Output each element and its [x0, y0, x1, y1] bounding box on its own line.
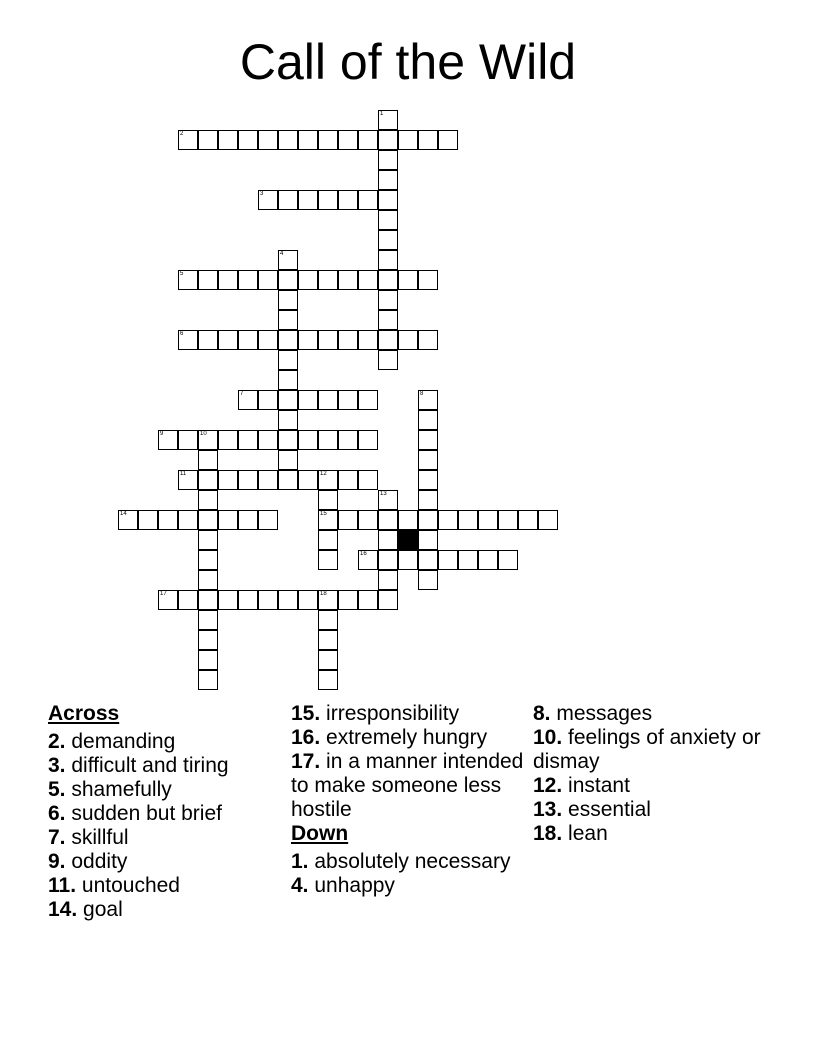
grid-cell[interactable]	[258, 190, 278, 210]
grid-cell[interactable]	[398, 550, 418, 570]
grid-cell[interactable]	[278, 470, 298, 490]
grid-cell[interactable]	[278, 350, 298, 370]
grid-cell[interactable]	[198, 670, 218, 690]
grid-cell[interactable]	[458, 550, 478, 570]
cell-number: 17	[160, 591, 167, 597]
cell-number: 11	[180, 471, 187, 477]
grid-cell[interactable]	[378, 330, 398, 350]
clue-down-8	[533, 702, 773, 726]
grid-cell[interactable]	[278, 250, 298, 270]
grid-cell[interactable]	[158, 590, 178, 610]
clue-text: lean	[568, 822, 608, 845]
cell-number: 5	[180, 271, 184, 277]
clue-number: 16.	[291, 726, 321, 749]
cell-number: 3	[260, 191, 264, 197]
grid-cell[interactable]	[218, 130, 238, 150]
grid-cell[interactable]	[378, 150, 398, 170]
clue-text: instant	[568, 774, 630, 797]
grid-cell[interactable]	[378, 310, 398, 330]
grid-cell[interactable]	[178, 130, 198, 150]
grid-cell[interactable]	[318, 630, 338, 650]
grid-cell[interactable]	[238, 130, 258, 150]
grid-cell[interactable]	[478, 510, 498, 530]
grid-cell[interactable]	[318, 670, 338, 690]
clue-text: sudden but brief	[71, 802, 222, 825]
grid-cell[interactable]	[418, 490, 438, 510]
grid-cell[interactable]	[318, 390, 338, 410]
grid-cell[interactable]	[238, 470, 258, 490]
grid-cell[interactable]	[118, 510, 138, 530]
grid-cell[interactable]	[298, 590, 318, 610]
grid-cell[interactable]	[358, 330, 378, 350]
grid-cell[interactable]	[278, 430, 298, 450]
grid-cell[interactable]	[238, 590, 258, 610]
grid-cell[interactable]	[358, 390, 378, 410]
grid-cell[interactable]	[378, 570, 398, 590]
grid-cell[interactable]	[338, 270, 358, 290]
grid-cell[interactable]	[138, 510, 158, 530]
grid-cell[interactable]	[418, 430, 438, 450]
grid-cell[interactable]	[418, 270, 438, 290]
clue-across-11	[48, 874, 288, 898]
grid-cell[interactable]	[278, 190, 298, 210]
clue-across-14	[48, 898, 288, 922]
grid-cell[interactable]	[418, 550, 438, 570]
grid-cell[interactable]	[278, 410, 298, 430]
across-heading: Across	[48, 702, 120, 725]
clue-text: demanding	[71, 730, 176, 753]
grid-cell[interactable]	[198, 470, 218, 490]
clue-across-9	[48, 850, 288, 874]
grid-cell[interactable]	[178, 430, 198, 450]
grid-cell[interactable]	[198, 630, 218, 650]
grid-cell[interactable]	[198, 610, 218, 630]
grid-cell[interactable]	[358, 430, 378, 450]
grid-cell[interactable]	[218, 510, 238, 530]
grid-cell[interactable]	[518, 510, 538, 530]
grid-cell[interactable]	[218, 590, 238, 610]
grid-cell[interactable]	[298, 190, 318, 210]
grid-cell[interactable]	[378, 250, 398, 270]
grid-cell[interactable]	[358, 190, 378, 210]
grid-cell[interactable]	[198, 550, 218, 570]
clue-down-1	[291, 850, 531, 874]
grid-cell[interactable]	[178, 510, 198, 530]
grid-cell[interactable]	[298, 270, 318, 290]
cell-number: 8	[420, 391, 424, 397]
grid-cell[interactable]	[318, 550, 338, 570]
clue-text: essential	[568, 798, 651, 821]
grid-cell[interactable]	[178, 470, 198, 490]
grid-cell[interactable]	[258, 470, 278, 490]
grid-cell[interactable]	[418, 510, 438, 530]
grid-cell[interactable]	[318, 190, 338, 210]
clue-column-3	[533, 702, 773, 846]
clue-number: 1.	[291, 850, 309, 873]
grid-cell[interactable]	[398, 270, 418, 290]
cell-number: 6	[180, 331, 184, 337]
grid-cell[interactable]	[318, 470, 338, 490]
clue-number: 11.	[48, 874, 77, 897]
clue-number: 15.	[291, 702, 321, 725]
cell-number: 2	[180, 131, 184, 137]
grid-cell[interactable]	[358, 130, 378, 150]
grid-cell[interactable]	[178, 330, 198, 350]
grid-cell[interactable]	[298, 330, 318, 350]
grid-cell[interactable]	[318, 530, 338, 550]
grid-cell[interactable]	[238, 330, 258, 350]
grid-cell[interactable]	[198, 270, 218, 290]
clue-number: 8.	[533, 702, 551, 725]
grid-cell[interactable]	[378, 270, 398, 290]
grid-cell[interactable]	[378, 210, 398, 230]
clue-across-17	[291, 750, 531, 822]
grid-cell[interactable]	[358, 510, 378, 530]
clue-number: 10.	[533, 726, 563, 749]
grid-cell[interactable]	[498, 550, 518, 570]
grid-cell[interactable]	[218, 270, 238, 290]
clue-text: extremely hungry	[326, 726, 488, 749]
clue-text: goal	[83, 898, 123, 921]
grid-cell[interactable]	[278, 370, 298, 390]
cell-number: 15	[320, 511, 327, 517]
cell-number: 1	[380, 111, 384, 117]
grid-cell[interactable]	[418, 410, 438, 430]
grid-cell[interactable]	[398, 330, 418, 350]
grid-cell[interactable]	[338, 510, 358, 530]
grid-cell[interactable]	[538, 510, 558, 530]
grid-cell[interactable]	[338, 190, 358, 210]
clue-across-3	[48, 754, 288, 778]
grid-cell[interactable]	[278, 390, 298, 410]
grid-cell[interactable]	[418, 530, 438, 550]
grid-cell[interactable]	[378, 290, 398, 310]
grid-cell[interactable]	[278, 130, 298, 150]
clue-across-7	[48, 826, 288, 850]
clue-across-15	[291, 702, 531, 726]
clue-number: 6.	[48, 802, 66, 825]
grid-cell[interactable]	[318, 330, 338, 350]
grid-cell[interactable]	[338, 330, 358, 350]
grid-cell[interactable]	[258, 130, 278, 150]
grid-cell[interactable]	[238, 390, 258, 410]
clue-number: 3.	[48, 754, 66, 777]
grid-cell[interactable]	[418, 570, 438, 590]
grid-cell[interactable]	[318, 490, 338, 510]
grid-cell[interactable]	[438, 550, 458, 570]
grid-cell[interactable]	[258, 430, 278, 450]
cell-number: 10	[200, 431, 207, 437]
clue-number: 18.	[533, 822, 563, 845]
cell-number: 4	[280, 251, 284, 257]
grid-cell[interactable]	[378, 130, 398, 150]
grid-cell[interactable]	[298, 130, 318, 150]
clue-down-10	[533, 726, 773, 774]
grid-cell[interactable]	[198, 450, 218, 470]
grid-cell[interactable]	[338, 470, 358, 490]
grid-cell[interactable]	[378, 350, 398, 370]
grid-cell[interactable]	[198, 570, 218, 590]
grid-cell[interactable]	[318, 590, 338, 610]
clue-number: 5.	[48, 778, 66, 801]
grid-cell[interactable]	[418, 130, 438, 150]
grid-cell[interactable]	[438, 510, 458, 530]
grid-cell[interactable]	[278, 290, 298, 310]
grid-cell[interactable]	[198, 490, 218, 510]
clue-text: difficult and tiring	[71, 754, 229, 777]
grid-cell[interactable]	[398, 130, 418, 150]
grid-cell[interactable]	[418, 470, 438, 490]
grid-cell[interactable]	[318, 270, 338, 290]
grid-cell[interactable]	[258, 270, 278, 290]
grid-cell[interactable]	[298, 470, 318, 490]
clue-down-12	[533, 774, 773, 798]
clue-text: feelings of anxiety or dismay	[533, 726, 761, 773]
clue-down-18	[533, 822, 773, 846]
grid-cell[interactable]	[198, 650, 218, 670]
grid-cell[interactable]	[418, 330, 438, 350]
clue-number: 17.	[291, 750, 321, 773]
grid-cell[interactable]	[338, 130, 358, 150]
grid-cell[interactable]	[318, 610, 338, 630]
grid-cell[interactable]	[418, 450, 438, 470]
grid-cell[interactable]	[258, 510, 278, 530]
grid-cell[interactable]	[278, 310, 298, 330]
grid-cell[interactable]	[198, 130, 218, 150]
grid-cell[interactable]	[318, 130, 338, 150]
grid-cell[interactable]	[278, 330, 298, 350]
grid-cell[interactable]	[438, 130, 458, 150]
clue-number: 9.	[48, 850, 66, 873]
grid-block	[398, 530, 418, 550]
grid-cell[interactable]	[158, 510, 178, 530]
grid-cell[interactable]	[218, 470, 238, 490]
grid-cell[interactable]	[198, 510, 218, 530]
grid-cell[interactable]	[358, 590, 378, 610]
cell-number: 12	[320, 471, 327, 477]
grid-cell[interactable]	[278, 450, 298, 470]
down-heading: Down	[291, 822, 349, 845]
grid-cell[interactable]	[258, 390, 278, 410]
grid-cell[interactable]	[198, 530, 218, 550]
clue-across-6	[48, 802, 288, 826]
grid-cell[interactable]	[378, 110, 398, 130]
grid-cell[interactable]	[158, 430, 178, 450]
grid-cell[interactable]	[318, 650, 338, 670]
grid-cell[interactable]	[218, 330, 238, 350]
page-title: Call of the Wild	[239, 34, 577, 90]
grid-cell[interactable]	[418, 390, 438, 410]
grid-cell[interactable]	[258, 330, 278, 350]
grid-cell[interactable]	[338, 590, 358, 610]
clue-text: irresponsibility	[326, 702, 460, 725]
grid-cell[interactable]	[378, 510, 398, 530]
clue-text: in a manner intended to make someone less hostile	[291, 750, 524, 821]
clue-down-4	[291, 874, 531, 898]
grid-cell[interactable]	[258, 590, 278, 610]
cell-number: 16	[360, 551, 367, 557]
clue-down-13	[533, 798, 773, 822]
grid-cell[interactable]	[458, 510, 478, 530]
grid-cell[interactable]	[398, 510, 418, 530]
clue-column-2	[291, 702, 531, 898]
cell-number: 9	[160, 431, 164, 437]
grid-cell[interactable]	[358, 550, 378, 570]
clue-text: unhappy	[314, 874, 395, 897]
cell-number: 13	[380, 491, 387, 497]
grid-cell[interactable]	[238, 270, 258, 290]
clue-column-1	[48, 702, 288, 922]
clue-number: 14.	[48, 898, 78, 921]
clue-text: skillful	[71, 826, 129, 849]
cell-number: 7	[240, 391, 244, 397]
grid-cell[interactable]	[198, 330, 218, 350]
grid-cell[interactable]	[178, 270, 198, 290]
clue-number: 13.	[533, 798, 563, 821]
grid-cell[interactable]	[278, 270, 298, 290]
clue-text: shamefully	[71, 778, 172, 801]
grid-cell[interactable]	[498, 510, 518, 530]
grid-cell[interactable]	[318, 510, 338, 530]
grid-cell[interactable]	[198, 590, 218, 610]
grid-cell[interactable]	[278, 590, 298, 610]
grid-cell[interactable]	[378, 550, 398, 570]
grid-cell[interactable]	[378, 490, 398, 510]
grid-cell[interactable]	[478, 550, 498, 570]
cell-number: 14	[120, 511, 127, 517]
grid-cell[interactable]	[218, 430, 238, 450]
grid-cell[interactable]	[318, 430, 338, 450]
clue-text: absolutely necessary	[314, 850, 511, 873]
clue-number: 7.	[48, 826, 66, 849]
clue-across-5	[48, 778, 288, 802]
grid-cell[interactable]	[338, 430, 358, 450]
grid-cell[interactable]	[178, 590, 198, 610]
grid-cell[interactable]	[378, 590, 398, 610]
clue-across-16	[291, 726, 531, 750]
clue-number: 2.	[48, 730, 66, 753]
grid-cell[interactable]	[198, 430, 218, 450]
grid-cell[interactable]	[298, 390, 318, 410]
grid-cell[interactable]	[358, 270, 378, 290]
clue-number: 4.	[291, 874, 309, 897]
clue-text: oddity	[71, 850, 128, 873]
clue-number: 12.	[533, 774, 563, 797]
grid-cell[interactable]	[378, 170, 398, 190]
grid-cell[interactable]	[238, 430, 258, 450]
grid-cell[interactable]	[378, 230, 398, 250]
clue-text: untouched	[81, 874, 180, 897]
grid-cell[interactable]	[338, 390, 358, 410]
cell-number: 18	[320, 591, 327, 597]
grid-cell[interactable]	[378, 530, 398, 550]
grid-cell[interactable]	[298, 430, 318, 450]
grid-cell[interactable]	[358, 470, 378, 490]
clue-text: messages	[556, 702, 653, 725]
grid-cell[interactable]	[238, 510, 258, 530]
grid-cell[interactable]	[378, 190, 398, 210]
clue-across-2	[48, 730, 288, 754]
